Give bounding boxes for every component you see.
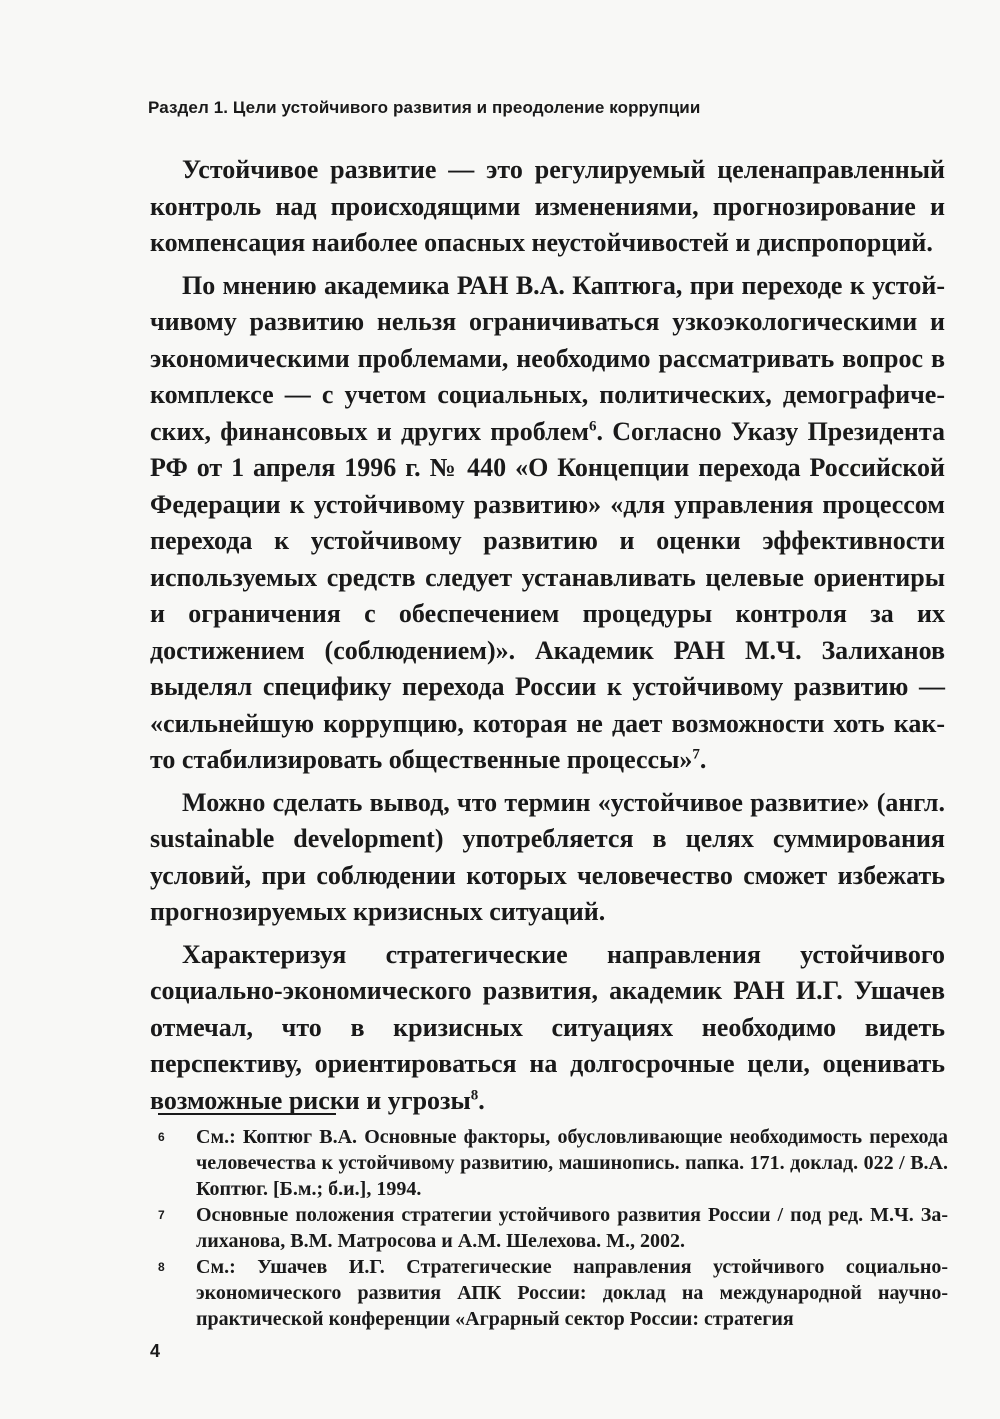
footnote-text: См.: Ушачев И.Г. Стратегические направления устойчивого социально-экономического развития АПК России: доклад на международной научно-практической конференции «Аграрный сектор России: стратегия: [196, 1256, 948, 1330]
paragraph-4: [150, 937, 945, 1120]
footnotes: [158, 1124, 948, 1332]
paragraph-3-text: Можно сделать вывод, что термин «устойчивое развитие» (англ. sustainable development) употребляется в целях суммирования условий, при соблюдении которых человечество сможет избежать прогнозируемых кризисных ситуаций.: [150, 787, 945, 926]
paragraph-4-text-b: .: [478, 1085, 485, 1115]
footnote-8: [158, 1254, 948, 1332]
page-number: 4: [150, 1341, 161, 1361]
paragraph-1-text: Устойчивое развитие — это регулируемый целенаправленный контроль над происходящими изменениями, прогнозирование и компенсация наиболее опасных неустойчивостей и диспропорций.: [150, 155, 945, 257]
footnote-text: Основные положения стратегии устойчивого развития России / под ред. М.Ч. Залиханова, В.М. Матросова и А.М. Шелехова. М., 2002.: [196, 1204, 948, 1252]
footnote-number: 8: [158, 1260, 165, 1274]
footnote-7: [158, 1202, 948, 1254]
paragraph-2-text-a: По мнению академика РАН В.А. Каптюга, при переходе к устойчивому развитию нельзя ограничиваться узкоэкологическими и экономическими проблемами, необходимо рассматривать вопрос в комплексе — с учетом социальных, политических, демографических, финансовых и других проблем: [150, 270, 945, 446]
running-header: Раздел 1. Цели устойчивого развития и преодоление коррупции: [148, 98, 701, 117]
paragraph-2: [150, 268, 945, 779]
footnote-number: 6: [158, 1130, 165, 1144]
main-text: [150, 152, 945, 1125]
footnote-text: См.: Коптюг В.А. Основные факторы, обусловливающие необходимость перехода человечества к устойчивому развитию, машинопись. папка. 171. доклад. 022 / В.А. Коптюг. [Б.м.; б.и.], 1994.: [196, 1126, 948, 1200]
footnote-6: [158, 1124, 948, 1202]
footnote-ref-7[interactable]: 7: [692, 746, 700, 763]
paragraph-4-text-a: Характеризуя стратегические направления устойчивого социально-экономического развития, академик РАН И.Г. Ушачев отмечал, что в кризисных ситуациях необходимо видеть перспективу, ориентироваться на долгосрочные цели, оценивать возможные риски и угрозы: [150, 939, 945, 1115]
footnote-divider: [158, 1113, 336, 1115]
paragraph-1: [150, 152, 945, 262]
footnote-ref-6[interactable]: 6: [588, 417, 597, 434]
footnote-number: 7: [158, 1208, 165, 1222]
paragraph-2-text-c: .: [699, 745, 707, 774]
footnote-ref-8[interactable]: 8: [470, 1086, 479, 1103]
paragraph-2-text-b: . Согласно Указу Президента РФ от 1 апреля 1996 г. № 440 «О Концепции перехода Российской Федерации к устойчивому развитию» «для управления процессом перехода к устойчивому развитию и оценки эффективности используемых средств следует устанавливать целевые ориентиры и ограничения с обеспечением процедуры контроля за их достижением (соблюдением)». Академик РАН М.Ч. Залиханов выделял специфику перехода России к устойчивому развитию — «сильнейшую коррупцию, которая не дает возможности хоть как-то стабилизировать общественные процессы»: [150, 416, 945, 774]
paragraph-3: [150, 785, 945, 931]
